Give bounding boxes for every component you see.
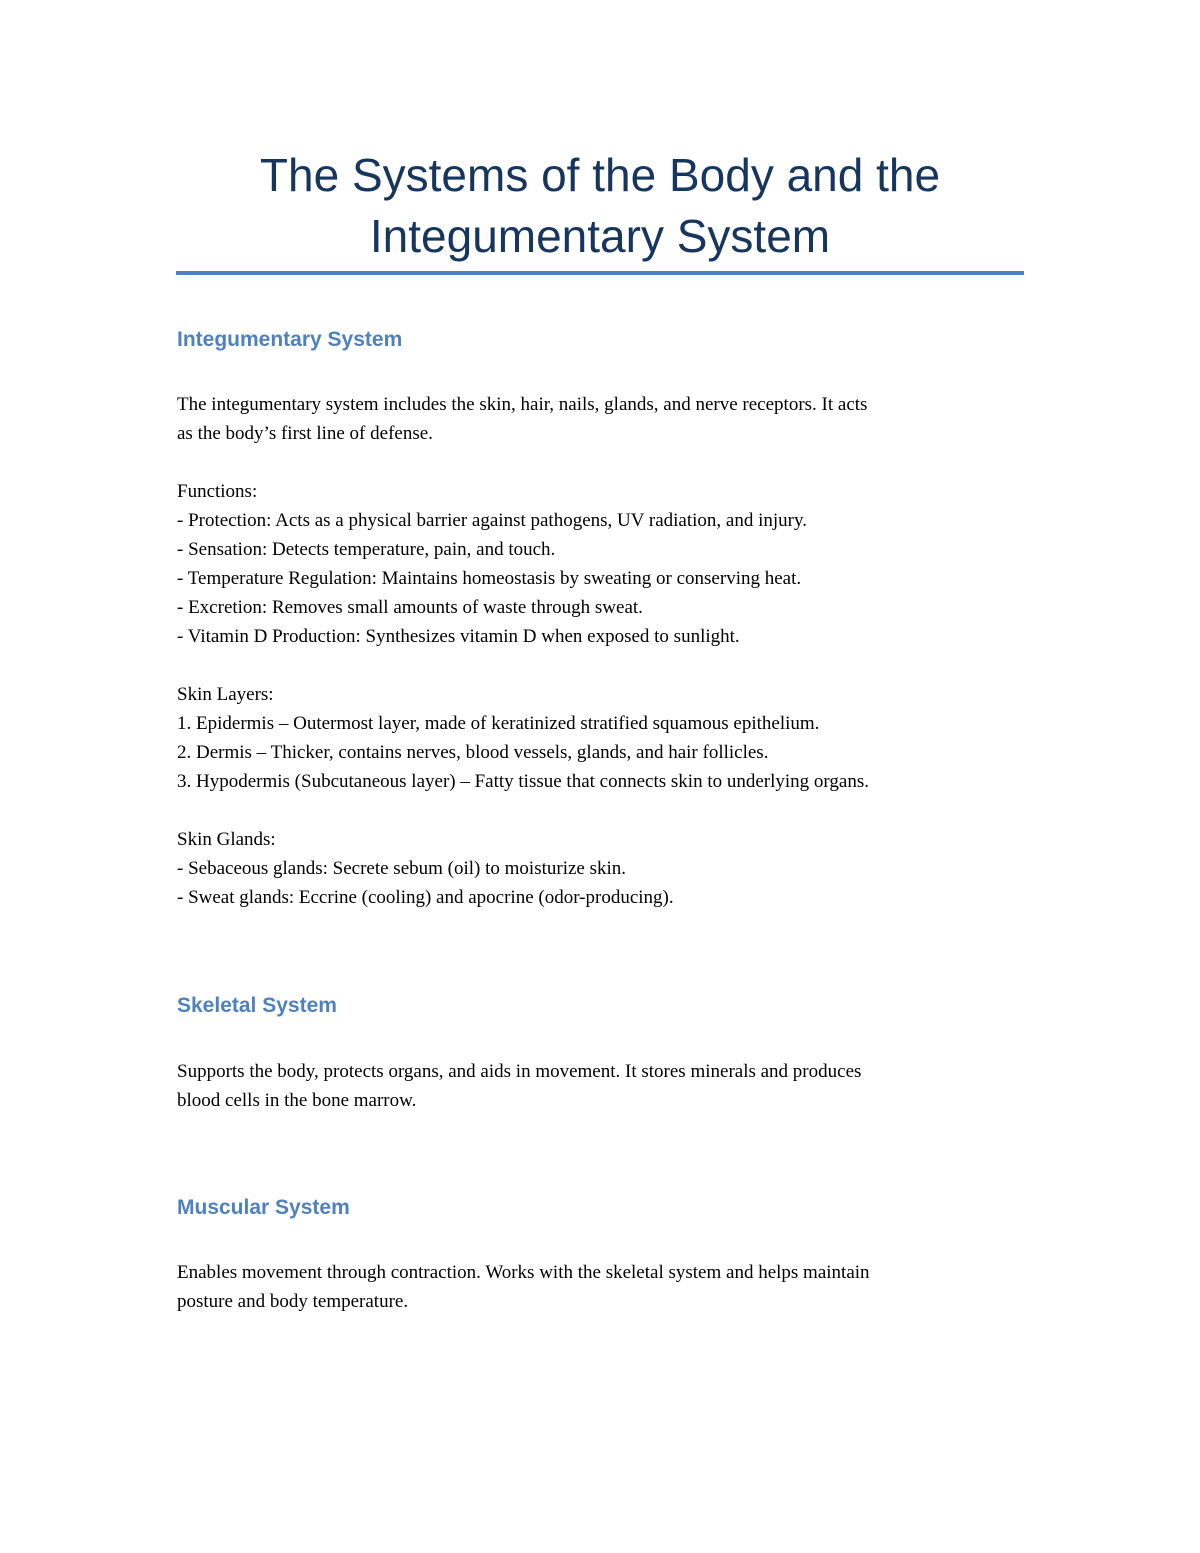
function-item-excretion: - Excretion: Removes small amounts of waste through sweat. (177, 597, 643, 618)
function-item-temperature-regulation: - Temperature Regulation: Maintains homeostasis by sweating or conserving heat. (177, 568, 802, 589)
title-line-1: The Systems of the Body and the (259, 149, 941, 201)
page-title (176, 145, 1024, 267)
heading-muscular-system: Muscular System (177, 1196, 350, 1219)
functions-label: Functions: (177, 481, 258, 502)
muscular-line-2: posture and body temperature. (177, 1291, 409, 1312)
heading-integumentary-system: Integumentary System (177, 328, 403, 351)
integumentary-intro-line-1: The integumentary system includes the skin, hair, nails, glands, and nerve receptors. It acts (177, 394, 868, 415)
skin-layers-list (177, 680, 1027, 796)
skeletal-line-1: Supports the body, protects organs, and aids in movement. It stores minerals and produces (177, 1061, 862, 1082)
muscular-line-1: Enables movement through contraction. Works with the skeletal system and helps maintain (177, 1262, 870, 1283)
skin-layer-hypodermis: 3. Hypodermis (Subcutaneous layer) – Fatty tissue that connects skin to underlying organs. (177, 771, 869, 792)
heading-skeletal-system: Skeletal System (177, 994, 337, 1017)
skeletal-paragraph (177, 1057, 1027, 1115)
skin-glands-list (177, 825, 1027, 912)
functions-list (177, 477, 1027, 651)
skin-layer-epidermis: 1. Epidermis – Outermost layer, made of keratinized stratified squamous epithelium. (177, 713, 820, 734)
skin-glands-label: Skin Glands: (177, 829, 276, 850)
skin-layers-label: Skin Layers: (177, 684, 274, 705)
function-item-protection: - Protection: Acts as a physical barrier against pathogens, UV radiation, and injury. (177, 510, 808, 531)
function-item-sensation: - Sensation: Detects temperature, pain, and touch. (177, 539, 556, 560)
skin-layer-dermis: 2. Dermis – Thicker, contains nerves, blood vessels, glands, and hair follicles. (177, 742, 769, 763)
title-underline-rule (176, 271, 1024, 275)
skeletal-line-2: blood cells in the bone marrow. (177, 1090, 417, 1111)
title-line-2: Integumentary System (369, 210, 831, 262)
muscular-paragraph (177, 1258, 1027, 1316)
integumentary-intro-line-2: as the body’s first line of defense. (177, 423, 433, 444)
skin-gland-sweat: - Sweat glands: Eccrine (cooling) and apocrine (odor-producing). (177, 887, 674, 908)
skin-gland-sebaceous: - Sebaceous glands: Secrete sebum (oil) to moisturize skin. (177, 858, 627, 879)
integumentary-intro-paragraph (177, 390, 1027, 448)
function-item-vitamin-d: - Vitamin D Production: Synthesizes vitamin D when exposed to sunlight. (177, 626, 740, 647)
